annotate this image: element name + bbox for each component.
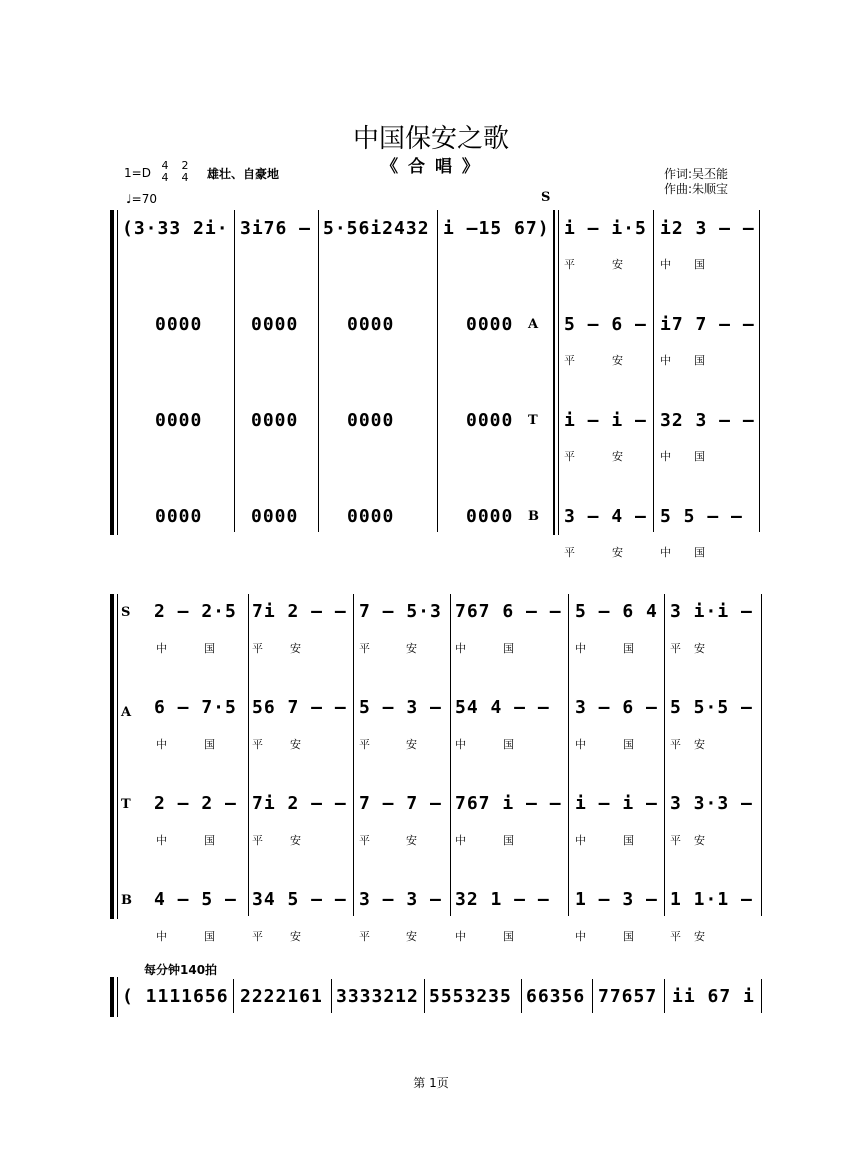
intro-measure-1: (3·33 2i· — [122, 218, 229, 239]
lyric: 平 — [252, 834, 263, 847]
rest: 0000 — [155, 314, 203, 335]
b2-m1: 4 — 5 — — [154, 889, 237, 910]
rest: 0000 — [466, 506, 514, 527]
rest: 0000 — [155, 506, 203, 527]
lyric: 国 — [694, 546, 705, 559]
a-measure-2: i7 7 — — — [660, 314, 755, 335]
time-signature-2: 2 4 — [181, 159, 189, 184]
b2-m3: 3 — 3 — — [359, 889, 442, 910]
lyric: 安 — [612, 546, 623, 559]
t2-m6: 3 3·3 — — [670, 793, 753, 814]
intro-measure-4: i —15 67) — [443, 218, 550, 239]
lyric: 平 — [359, 930, 370, 943]
lyric: 平 — [252, 642, 263, 655]
subtitle: 《 合 唱 》 — [381, 157, 481, 177]
lyric: 安 — [290, 642, 301, 655]
lyric: 平 — [564, 354, 575, 367]
rest: 0000 — [347, 314, 395, 335]
lyric: 中 — [455, 642, 466, 655]
lyric: 安 — [290, 930, 301, 943]
composer-credit: 作曲:朱顺宝 — [664, 182, 729, 196]
voice-label-s: S — [121, 605, 131, 620]
lyric: 中 — [156, 738, 167, 751]
intro-measure-3: 5·56i2432 — [323, 218, 430, 239]
s3-m5: 66356 — [526, 986, 586, 1007]
a2-m5: 3 — 6 — — [575, 697, 658, 718]
lyric: 国 — [694, 450, 705, 463]
lyric: 中 — [575, 930, 586, 943]
lyric: 中 — [660, 450, 671, 463]
lyric: 国 — [204, 834, 215, 847]
lyric: 国 — [623, 642, 634, 655]
rest: 0000 — [251, 506, 299, 527]
t2-m5: i — i — — [575, 793, 658, 814]
lyric: 平 — [252, 930, 263, 943]
voice-label-s-top: S — [541, 190, 551, 205]
s-measure-1: i — i·5 — [564, 218, 647, 239]
lyric: 中 — [660, 258, 671, 271]
rest: 0000 — [155, 410, 203, 431]
lyric: 平 — [252, 738, 263, 751]
t-measure-2: 32 3 — — — [660, 410, 755, 431]
lyric: 中 — [660, 354, 671, 367]
lyric: 安 — [694, 642, 705, 655]
s2-m4: 767 6 — — — [455, 601, 562, 622]
lyric: 安 — [406, 930, 417, 943]
b2-m2: 34 5 — — — [252, 889, 347, 910]
lyric: 安 — [612, 258, 623, 271]
s3-m6: 77657 — [598, 986, 658, 1007]
t-measure-1: i — i — — [564, 410, 647, 431]
page-number: 第 1页 — [413, 1076, 449, 1090]
lyric: 中 — [455, 930, 466, 943]
lyric: 安 — [694, 930, 705, 943]
b-measure-1: 3 — 4 — — [564, 506, 647, 527]
a2-m2: 56 7 — — — [252, 697, 347, 718]
lyric: 平 — [359, 738, 370, 751]
intro-measure-2: 3i76 — — [240, 218, 312, 239]
s3-m3: 3333212 — [336, 986, 419, 1007]
lyric: 平 — [359, 642, 370, 655]
key-signature: 1=D — [124, 166, 151, 180]
lyric: 国 — [503, 930, 514, 943]
tempo-change: 每分钟140拍 — [144, 963, 218, 977]
voice-label-a: A — [121, 705, 132, 720]
t2-m4: 767 i — — — [455, 793, 562, 814]
a2-m6: 5 5·5 — — [670, 697, 753, 718]
lyric: 平 — [670, 834, 681, 847]
voice-label-b: B — [528, 509, 539, 524]
tempo-mark: ♩=70 — [126, 192, 157, 206]
lyric: 国 — [694, 354, 705, 367]
b-measure-2: 5 5 — — — [660, 506, 743, 527]
voice-label-a: A — [528, 317, 539, 332]
lyric: 国 — [204, 930, 215, 943]
t2-m1: 2 — 2 — — [154, 793, 237, 814]
lyric: 平 — [670, 642, 681, 655]
a2-m3: 5 — 3 — — [359, 697, 442, 718]
rest: 0000 — [466, 314, 514, 335]
lyric: 国 — [204, 738, 215, 751]
lyric: 安 — [290, 834, 301, 847]
lyric: 安 — [612, 450, 623, 463]
lyric: 安 — [406, 642, 417, 655]
lyric: 中 — [455, 738, 466, 751]
lyric: 平 — [670, 930, 681, 943]
lyric: 国 — [503, 642, 514, 655]
lyric: 国 — [503, 834, 514, 847]
time-signature-1: 4 4 — [161, 159, 169, 184]
lyric: 安 — [406, 738, 417, 751]
lyric: 中 — [575, 834, 586, 847]
lyric: 中 — [660, 546, 671, 559]
lyric: 国 — [204, 642, 215, 655]
lyric: 安 — [612, 354, 623, 367]
lyric: 安 — [694, 738, 705, 751]
s2-m5: 5 — 6 4 — [575, 601, 658, 622]
voice-label-t: T — [528, 413, 538, 428]
a2-m4: 54 4 — — — [455, 697, 550, 718]
lyric: 国 — [623, 930, 634, 943]
s3-m4: 5553235 — [429, 986, 512, 1007]
s2-m6: 3 i·i — — [670, 601, 753, 622]
lyric: 国 — [623, 834, 634, 847]
song-title: 中国保安之歌 — [352, 124, 509, 154]
t2-m3: 7 — 7 — — [359, 793, 442, 814]
lyric: 平 — [359, 834, 370, 847]
rest: 0000 — [251, 314, 299, 335]
lyric: 平 — [564, 258, 575, 271]
rest: 0000 — [251, 410, 299, 431]
t2-m2: 7i 2 — — — [252, 793, 347, 814]
lyric: 中 — [575, 738, 586, 751]
rest: 0000 — [466, 410, 514, 431]
b2-m5: 1 — 3 — — [575, 889, 658, 910]
lyric: 中 — [156, 834, 167, 847]
lyric: 平 — [564, 450, 575, 463]
s2-m1: 2 — 2·5 — [154, 601, 237, 622]
rest: 0000 — [347, 410, 395, 431]
s2-m3: 7 — 5·3 — [359, 601, 442, 622]
lyric: 平 — [564, 546, 575, 559]
lyric: 安 — [290, 738, 301, 751]
lyric: 国 — [694, 258, 705, 271]
b2-m4: 32 1 — — — [455, 889, 550, 910]
lyric: 中 — [156, 930, 167, 943]
voice-label-t: T — [121, 797, 131, 812]
s2-m2: 7i 2 — — — [252, 601, 347, 622]
lyric: 中 — [455, 834, 466, 847]
a-measure-1: 5 — 6 — — [564, 314, 647, 335]
lyric: 国 — [623, 738, 634, 751]
s3-m1: ( 1111656 — [122, 986, 229, 1007]
s3-m2: 2222161 — [240, 986, 323, 1007]
s3-m7: ii 67 i — [672, 986, 755, 1007]
voice-label-b: B — [121, 893, 132, 908]
b2-m6: 1 1·1 — — [670, 889, 753, 910]
lyric: 平 — [670, 738, 681, 751]
s-measure-2: i2 3 — — — [660, 218, 755, 239]
lyric: 安 — [694, 834, 705, 847]
a2-m1: 6 — 7·5 — [154, 697, 237, 718]
lyric: 安 — [406, 834, 417, 847]
lyric: 中 — [575, 642, 586, 655]
rest: 0000 — [347, 506, 395, 527]
expression-mark: 雄壮、自豪地 — [207, 167, 280, 181]
lyricist-credit: 作词:吴丕能 — [664, 167, 729, 181]
lyric: 中 — [156, 642, 167, 655]
lyric: 国 — [503, 738, 514, 751]
